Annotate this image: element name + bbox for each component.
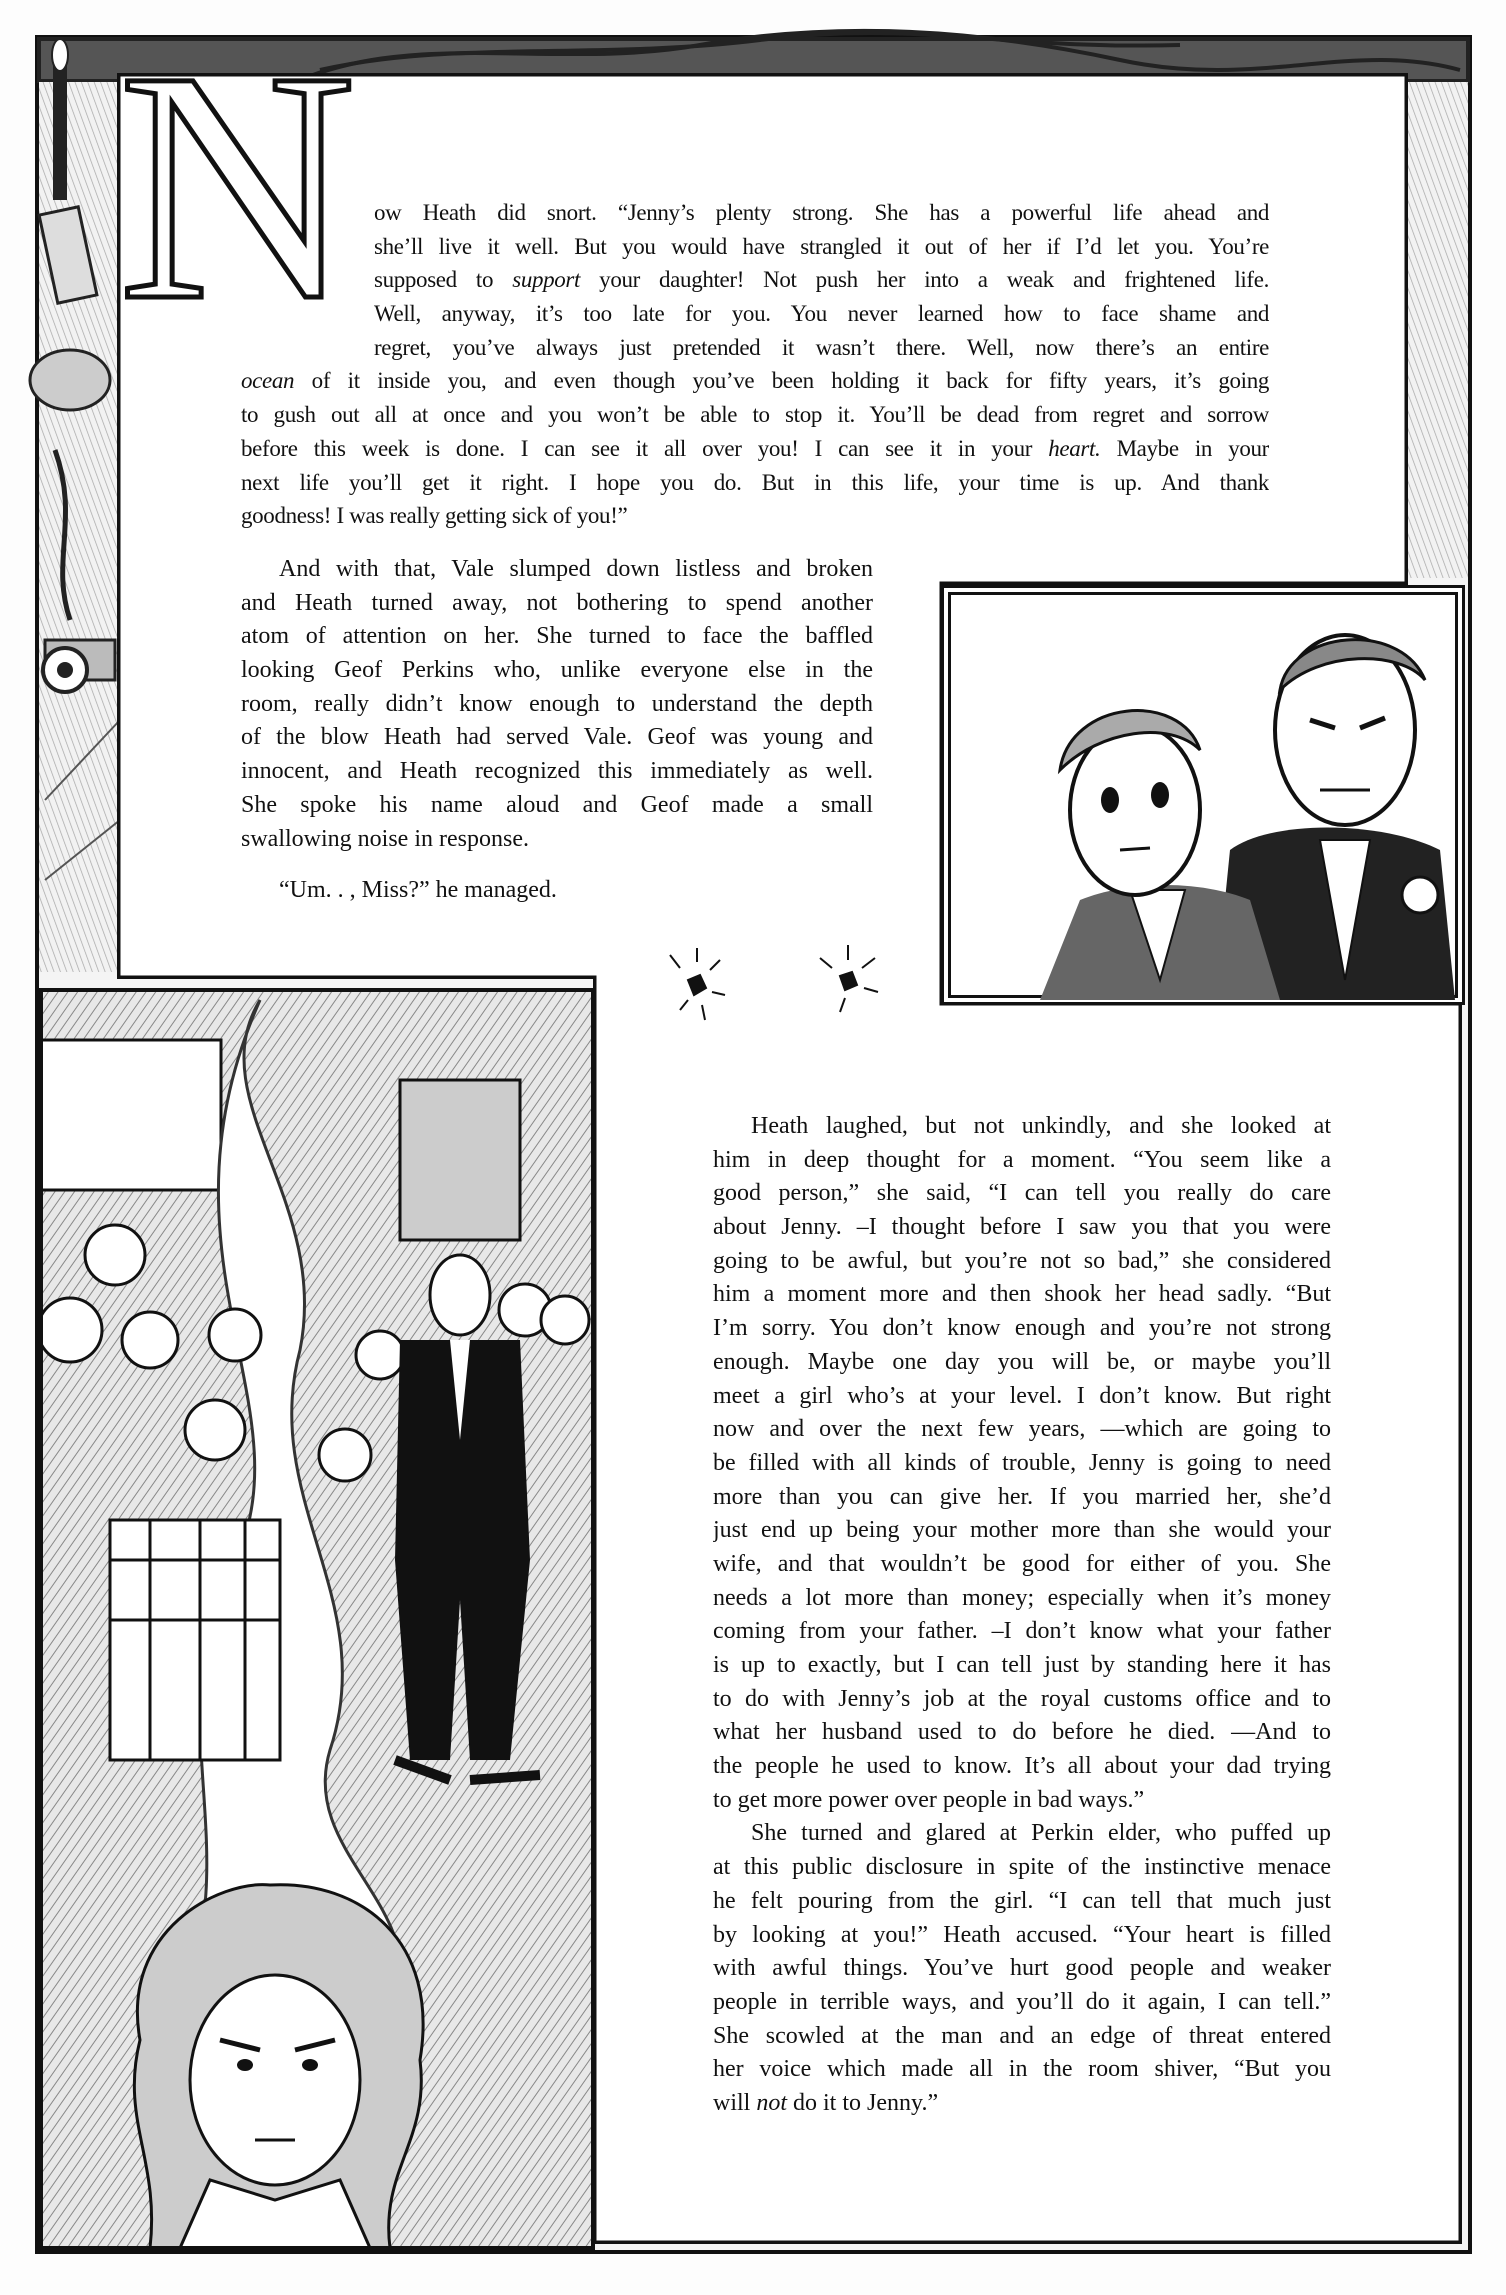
text-line: with awful things. You’ve hurt good people and weaker (713, 1955, 1331, 1982)
left-ornaments (30, 39, 121, 972)
text-line: the people he used to know. It’s all about your dad trying (713, 1753, 1331, 1780)
italic-text: support (512, 267, 581, 293)
text-line: looking Geof Perkins who, unlike everyone else in the (241, 657, 873, 684)
text-line: just end up being your mother more than she would your (713, 1517, 1331, 1544)
text-line: next life you’ll get it right. I hope you do. But in this life, your time is up. And thank (241, 469, 1269, 495)
text-line: “Um. . , Miss?” he managed. (279, 877, 557, 904)
panel-two-men (946, 590, 1460, 1000)
text-line: to get more power over people in bad ways.” (713, 1786, 1145, 1813)
text-block-heath-laughed (713, 1110, 1331, 2121)
text-line: atom of attention on her. She turned to face the baffled (241, 623, 873, 650)
text-line: needs a lot more than money; especially when it’s money (713, 1584, 1331, 1611)
text-segment: supposed to (374, 267, 513, 293)
text-line: I’m sorry. You don’t know enough and you’re not strong (713, 1315, 1331, 1342)
text-line: be filled with all kinds of trouble, Jenny is going to need (713, 1449, 1331, 1476)
text-line: goodness! I was really getting sick of you!” (241, 503, 628, 529)
text-line: She scowled at the man and an edge of threat entered (713, 2022, 1331, 2049)
text-line: him a moment more and then shook her head sadly. “But (713, 1281, 1331, 1308)
text-line: he felt pouring from the girl. “I can tell that much just (713, 1887, 1331, 1914)
text-line (241, 364, 1269, 398)
italic-text: not (756, 2089, 788, 2116)
drop-cap-letter: N (118, 4, 357, 369)
paragraph-gap (241, 856, 873, 874)
text-line: good person,” she said, “I can tell you really do care (713, 1180, 1331, 1207)
text-segment: of it inside you, and even though you’ve been holding it back for fifty years, it’s going (294, 368, 1269, 394)
text-line (374, 263, 1269, 297)
text-line: by looking at you!” Heath accused. “Your heart is filled (713, 1921, 1331, 1948)
text-segment: before this week is done. I can see it all over you! I can see it in your (241, 435, 1049, 461)
text-line: of the blow Heath had served Vale. Geof was young and (241, 724, 873, 751)
text-line: she’ll live it well. But you would have strangled it out of her if I’d let you. You’re (374, 233, 1269, 259)
text-line (241, 432, 1269, 466)
text-line: ow Heath did snort. “Jenny’s plenty strong. She has a powerful life ahead and (374, 200, 1269, 225)
text-block-opening (241, 196, 1269, 533)
panel-room-scene (38, 990, 593, 2248)
text-line: going to be awful, but you’re not so bad,” she considered (713, 1247, 1331, 1274)
text-line: more than you can give her. If you married her, she’d (713, 1483, 1331, 1510)
text-line (713, 2087, 1331, 2121)
text-segment: Maybe in your (1100, 435, 1269, 461)
text-line: him in deep thought for a moment. “You seem like a (713, 1146, 1331, 1173)
text-line: meet a girl who’s at your level. I don’t know. But right (713, 1382, 1331, 1409)
text-line: what her husband used to do before he died. —And to (713, 1719, 1331, 1746)
flower-icon (1402, 877, 1438, 913)
text-line: Well, anyway, it’s too late for you. You never learned how to face shame and (374, 301, 1269, 327)
text-line: innocent, and Heath recognized this immediately as well. (241, 758, 873, 785)
text-block-vale-slumped (241, 553, 873, 908)
italic-text: heart. (1048, 435, 1101, 461)
text-line: She turned and glared at Perkin elder, who puffed up (751, 1820, 1331, 1847)
text-line: her voice which made all in the room shiver, “But you (713, 2056, 1331, 2083)
text-line: about Jenny. –I thought before I saw you that you were (713, 1214, 1331, 1241)
text-line: She spoke his name aloud and Geof made a small (241, 791, 873, 818)
text-line: wife, and that wouldn’t be good for either of you. She (713, 1550, 1331, 1577)
text-segment: do it to Jenny.” (787, 2089, 939, 2116)
text-line: to gush out all at once and you won’t be able to stop it. You’ll be dead from regret and sorrow (241, 402, 1269, 428)
italic-text: ocean (241, 368, 295, 394)
text-line: And with that, Vale slumped down listless and broken (279, 556, 873, 582)
text-line: coming from your father. –I don’t know what your father (713, 1618, 1331, 1645)
text-line: people in terrible ways, and you’ll do it again, I can tell.” (713, 1988, 1331, 2015)
text-segment: your daughter! Not push her into a weak and frightened life. (580, 267, 1269, 293)
text-line: enough. Maybe one day you will be, or maybe you’ll (713, 1348, 1331, 1375)
text-line: now and over the next few years, —which are going to (713, 1416, 1331, 1443)
text-line: room, really didn’t know enough to understand the depth (241, 690, 873, 717)
text-line: at this public disclosure in spite of the instinctive menace (713, 1854, 1331, 1881)
text-line: is up to exactly, but I can tell just by standing here it has (713, 1652, 1331, 1678)
text-line: and Heath turned away, not bothering to spend another (241, 589, 873, 616)
text-line: Heath laughed, but not unkindly, and she looked at (751, 1113, 1331, 1139)
text-line: regret, you’ve always just pretended it wasn’t there. Well, now there’s an entire (374, 334, 1269, 360)
chair (110, 1520, 280, 1760)
text-line: to do with Jenny’s job at the royal customs office and to (713, 1685, 1331, 1712)
text-line: swallowing noise in response. (241, 825, 529, 852)
text-segment: will (713, 2089, 757, 2116)
